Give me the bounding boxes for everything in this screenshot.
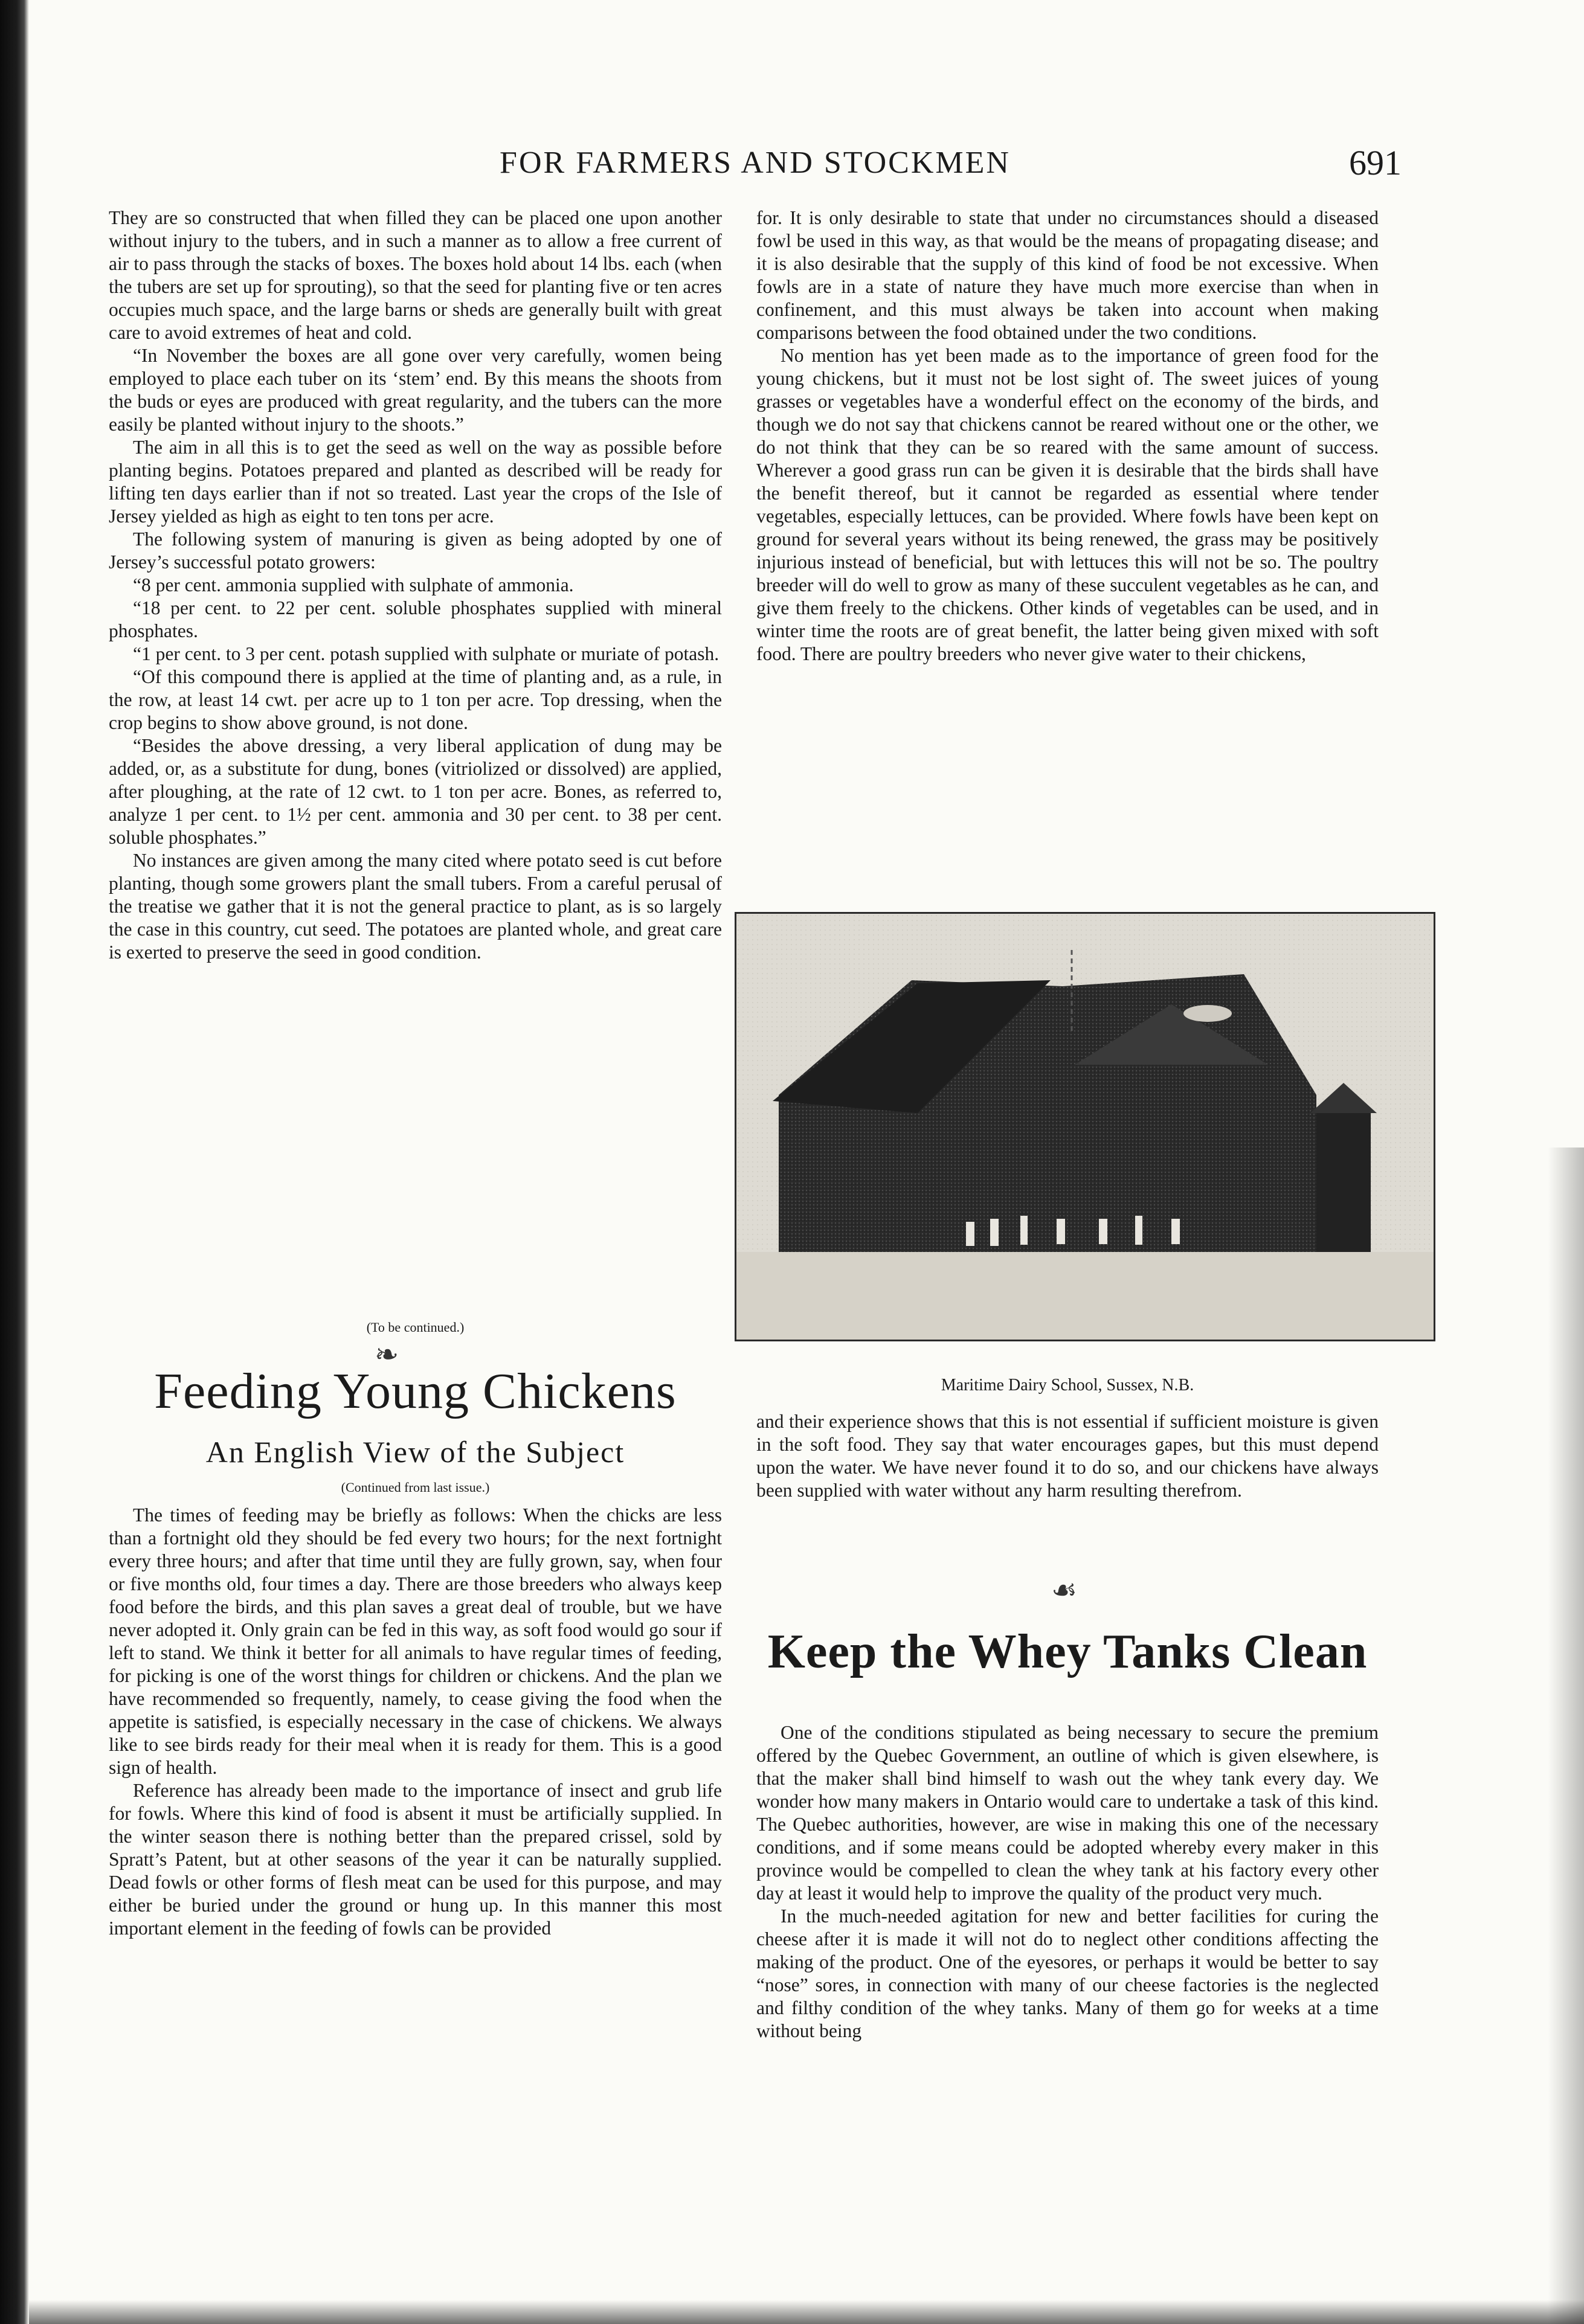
- feeding-article-subtitle: An English View of the Subject: [205, 1435, 625, 1469]
- paragraph: The following system of manuring is given as being adopted by one of Jersey’s successful potato growers:: [109, 528, 722, 573]
- scan-shadow-left: [0, 0, 29, 2324]
- paragraph: The aim in all this is to get the seed as well on the way as possible before planting begins. Potatoes prepared and planted as described will be ready for lifting ten days earlier than if not so treated. Last year the crops of the Isle of Jersey yielded as high as eight to ten tons per acre.: [109, 437, 722, 527]
- feeding-article-title: Feeding Young Chickens: [154, 1363, 677, 1419]
- paragraph: “Of this compound there is applied at the time of planting and, as a rule, in the row, at least 14 cwt. per acre up to 1 ton per acre. Top dressing, when the crop begins to show above ground, is not done.: [109, 666, 722, 733]
- feeding-article-conclusion: [756, 1410, 1379, 1502]
- running-title: FOR FARMERS AND STOCKMEN: [500, 146, 1011, 180]
- scan-shadow-bottom: [29, 2300, 1584, 2324]
- whey-article-title: Keep the Whey Tanks Clean: [767, 1625, 1368, 1678]
- paragraph: No mention has yet been made as to the importance of green food for the young chickens, but it must not be lost sight of. The sweet juices of young grasses or vegetables have a wonderful effect on the economy of the birds, and though we do not say that chickens cannot be reared without one or the other, we do not think that they can be so reared with the same amount of success. Wherever a good grass run can be given it is desirable that the birds shall have the benefit thereof, but it cannot be regarded as essential where tender vegetables, especially lettuces, can be provided. Where fowls have been kept on ground for several years without its being renewed, the grass may be positively injurious instead of beneficial, but with lettuces this will not be so. The poultry breeder will do well to grow as many of these succulent vegetables as he can, and give them freely to the chickens. Other kinds of vegetables can be used, and in winter time the roots are of great benefit, the latter being given mixed with soft food. There are poultry breeders who never give water to their chickens,: [756, 345, 1379, 664]
- paragraph: “Besides the above dressing, a very liberal application of dung may be added, or, as a substitute for dung, bones (vitriolized or dissolved) are applied, after ploughing, at the rate of 12 cwt. to 1 ton per acre. Bones, as referred to, analyze 1 per cent. to 1½ per cent. ammonia and 30 per cent. to 38 per cent. soluble phosphates.”: [109, 735, 722, 848]
- paragraph: One of the conditions stipulated as being necessary to secure the premium offered by the Quebec Government, an outline of which is given elsewhere, is that the maker shall bind himself to wash out the whey tank every day. We wonder how many makers in Ontario would care to undertake a task of this kind. The Quebec authorities, however, are wise in making this one of the necessary conditions, and if some means could be adopted whereby every maker in this province would be compelled to clean the whey tank at his factory every other day at least it would help to improve the quality of the product very much.: [756, 1722, 1379, 1904]
- printer-ornament-icon: ❧: [375, 1339, 399, 1371]
- to-be-continued-note: (To be continued.): [366, 1320, 465, 1335]
- paragraph: “8 per cent. ammonia supplied with sulphate of ammonia.: [133, 574, 574, 595]
- feeding-article-column: [109, 1504, 722, 1940]
- printer-ornament-icon: ☙: [1051, 1574, 1078, 1607]
- barn-illustration: [736, 914, 1434, 1340]
- running-header: [109, 143, 1402, 185]
- dairy-school-photo: [735, 912, 1435, 1341]
- paragraph: and their experience shows that this is not essential if sufficient moisture is given in the soft food. They say that water encourages gapes, but this must depend upon the water. We have never found it to do so, and our chickens have always been supplied with water without any harm resulting therefrom.: [756, 1411, 1379, 1501]
- paragraph: “1 per cent. to 3 per cent. potash supplied with sulphate or muriate of potash.: [133, 643, 720, 664]
- paragraph: “18 per cent. to 22 per cent. soluble phosphates supplied with mineral phosphates.: [109, 597, 722, 641]
- feeding-article-column-right: [756, 207, 1379, 666]
- paragraph: In the much-needed agitation for new and better facilities for curing the cheese after it is made it will not do to neglect other conditions affecting the making of the product. One of the eyesores, or perhaps it would be better to say “nose” sores, in connection with many of our cheese factories is the neglected and filthy condition of the whey tanks. Many of them go for weeks at a time without being: [756, 1905, 1379, 2041]
- potato-article-column: [109, 207, 722, 964]
- paragraph: No instances are given among the many cited where potato seed is cut before planting, though some growers plant the small tubers. From a careful perusal of the treatise we gather that it is not the general practice to plant, as is so largely the case in this country, cut seed. The potatoes are planted whole, and great care is exerted to preserve the seed in good condition.: [109, 850, 722, 963]
- whey-article-column: [756, 1721, 1379, 2043]
- photo-caption: Maritime Dairy School, Sussex, N.B.: [941, 1376, 1194, 1395]
- paragraph: The times of feeding may be briefly as follows: When the chicks are less than a fortnight old they should be fed every two hours; for the next fortnight every three hours; and after that time until they are fully grown, say, when four or five months old, four times a day. There are those breeders who always keep food before the birds, and this plan saves a great deal of trouble, but we have never adopted it. Only grain can be fed in this way, as soft food would go sour if left to stand. We think it better for all animals to have regular times of feeding, for picking is one of the worst things for children or chickens. And the plan we have recommended so frequently, namely, to cease giving the food when the appetite is satisfied, is especially necessary in the case of chickens. We always like to see birds ready for their meal when it is ready for them. This is a good sign of health.: [109, 1504, 722, 1778]
- scan-shadow-right: [1548, 1148, 1584, 2324]
- paragraph: “In November the boxes are all gone over very carefully, women being employed to place each tuber on its ‘stem’ end. By this means the shoots from the buds or eyes are produced with great regularity, and the tubers can the more easily be planted without injury to the shoots.”: [109, 345, 722, 435]
- paragraph: Reference has already been made to the importance of insect and grub life for fowls. Where this kind of food is absent it must be artificially supplied. In the winter season there is nothing better than the prepared crissel, sold by Spratt’s Patent, but at other seasons of the year it can be naturally supplied. Dead fowls or other forms of flesh meat can be used for this purpose, and may either be buried under the ground or hung up. In this manner this most important element in the feeding of fowls can be provided: [109, 1780, 722, 1939]
- page-number: 691: [1349, 143, 1402, 182]
- paragraph: for. It is only desirable to state that under no circumstances should a diseased fowl be used in this way, as that would be the means of propagating disease; and it is also desirable that the supply of this kind of food be not excessive. When fowls are in a state of nature they have much more exercise than when in confinement, and this must always be taken into account when making comparisons between the food obtained under the two conditions.: [756, 207, 1379, 343]
- paragraph: They are so constructed that when filled they can be placed one upon another without injury to the tubers, and in such a manner as to allow a free current of air to pass through the stacks of boxes. The boxes hold about 14 lbs. each (when the tubers are set up for sprouting), so that the seed for planting five or ten acres occupies much space, and the large barns or sheds are generally built with great care to avoid extremes of heat and cold.: [109, 207, 722, 343]
- continued-note: (Continued from last issue.): [341, 1480, 490, 1495]
